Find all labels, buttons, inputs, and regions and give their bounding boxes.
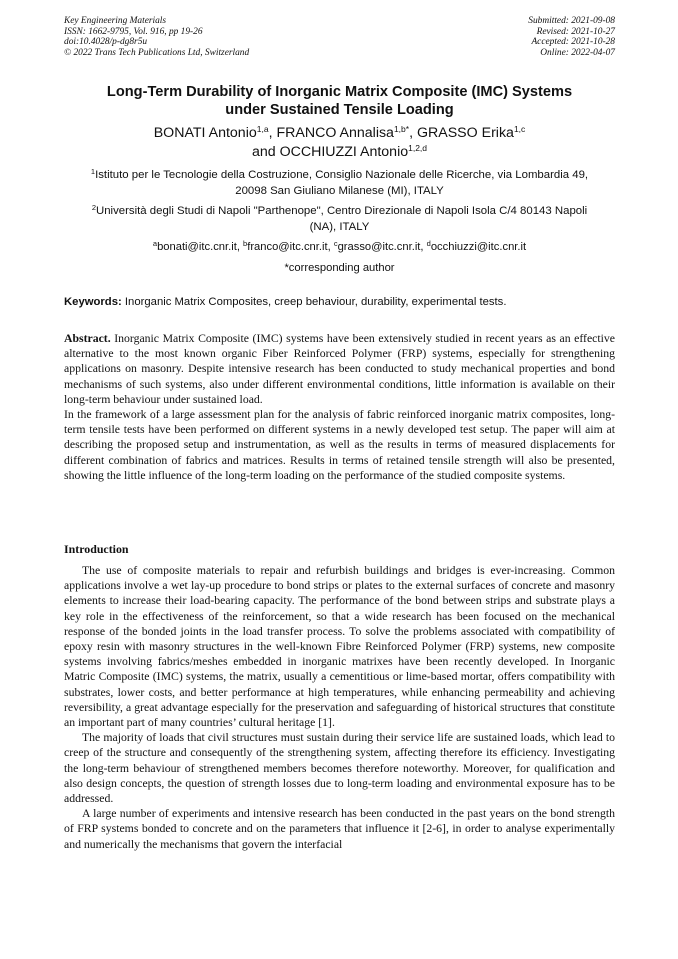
affiliation-text: Università degli Studi di Napoli "Parthenope", Centro Direzionale di Napoli Isola C/4 80143 Napoli <box>95 205 588 217</box>
email-link[interactable]: grasso@itc.cnr.it <box>337 241 421 253</box>
affiliation-2 <box>64 204 615 235</box>
affiliation-2-line-1 <box>64 204 615 220</box>
date-revised: Revised: 2021-10-27 <box>536 26 615 37</box>
date-accepted: Accepted: 2021-10-28 <box>531 37 615 48</box>
affiliation-1 <box>64 168 615 199</box>
intro-paragraph-2: The majority of loads that civil structures must sustain during their service life are sustained loads, which lead to creep of the structure and consequently of the strengthening system, affecting therefore its efficiency. Investigating the long-term behaviour of strengthened members becomes therefore noteworthy. Moreover, for qualification and also design concepts, the question of strength losses due to long-term loading and environmental exposure has to be addressed. <box>64 731 615 806</box>
journal-info <box>64 16 249 58</box>
author-affil-mark: 1,a <box>256 124 269 134</box>
journal-doi: doi:10.4028/p-dg8r5u <box>64 37 148 48</box>
journal-name: Key Engineering Materials <box>64 16 167 26</box>
authors-line-2 <box>64 143 615 162</box>
corresponding-author-note: *corresponding author <box>284 262 395 274</box>
email-link[interactable]: franco@itc.cnr.it <box>247 241 328 253</box>
affiliation-number: 1 <box>90 167 96 176</box>
email-mark: a <box>152 239 158 248</box>
affiliation-2-line-2: (NA), ITALY <box>309 220 370 233</box>
affiliation-text: Istituto per le Tecnologie della Costruzione, Consiglio Nazionale delle Ricerche, via Lombardia 49, <box>95 169 589 181</box>
author-list <box>64 124 615 161</box>
title-line-2: under Sustained Tensile Loading <box>225 102 454 118</box>
author-affil-mark: 1,b* <box>393 124 410 134</box>
author-name: OCCHIUZZI Antonio <box>279 143 409 160</box>
abstract-paragraph-1 <box>64 331 615 407</box>
title-line-1: Long-Term Durability of Inorganic Matrix Composite (IMC) Systems <box>106 84 573 100</box>
author-name: FRANCO Annalisa <box>276 125 394 141</box>
author-affil-mark: 1,2,d <box>408 142 428 153</box>
keywords-label: Keywords: <box>64 296 122 308</box>
keywords <box>64 295 615 310</box>
authors-and: and <box>251 143 276 160</box>
paper-title <box>64 83 615 119</box>
journal-issn: ISSN: 1662-9795, Vol. 916, pp 19-26 <box>64 26 203 37</box>
author-name: GRASSO Erika <box>416 125 514 141</box>
abstract-paragraph-2: In the framework of a large assessment plan for the analysis of fabric reinforced inorganic matrix composites, long-term tensile tests have been performed on different systems in a newly developed test setup. The paper will aim at describing the proposed setup and instrumentation, as well as the results in terms of measured displacements for different combination of fabrics and matrices. Results in terms of retained tensile strength will also be presented, showing the little influence of the long-term loading on the performance of the studied composite systems. <box>64 408 615 482</box>
journal-copyright: © 2022 Trans Tech Publications Ltd, Switzerland <box>64 47 250 58</box>
keywords-text: Inorganic Matrix Composites, creep behaviour, durability, experimental tests. <box>124 296 507 308</box>
publication-dates <box>528 16 615 58</box>
author-name: BONATI Antonio <box>153 125 257 141</box>
authors-line-1: BONATI Antonio$^{1,a}$, FRANCO Annalisa$^{1,b*}$, GRASSO Erika$^{1,c}$ <box>153 124 526 141</box>
abstract-text-1: Inorganic Matrix Composite (IMC) systems have been extensively studied in recent years as an effective alternative to the most known organic Fiber Reinforced Polymer (FRP) systems, especially for strengthening applications on masonry. Despite intensive research has been conducted to study mechanical properties and bond mechanisms of such systems, also under different environmental conditions, little information is available on their long-term behaviour under sustained load. <box>64 332 615 406</box>
email-mark: d <box>426 239 431 248</box>
date-online: Online: 2022-04-07 <box>540 47 615 58</box>
section-heading-introduction: Introduction <box>64 542 129 556</box>
intro-paragraph-1: The use of composite materials to repair and refurbish buildings and bridges is ever-increasing. Common applications involve a wet lay-up procedure to bond strips or plates to the external surfaces of concrete and masonry elements to increase their load-bearing capacity. The performance of the bond between strips and substrate plays a key role in the effectiveness of the reinforcement, so that a wide research has been focused on the mechanical response of the bonded joints in the load transfer process. To solve the problems associated with compatibility of epoxy resin with masonry structures in the well-known Fibre Reinforced Polymer (FRP) systems, new composite systems involving fabrics/meshes embedded in inorganic matrixes have been recently developed. In Inorganic Matric Composite (IMC) systems, the matrix, usually a cementitious or lime-based mortar, offers compatibility with substrates, lower costs, and better performance at high temperatures, while enhancing permeability and achieving reversibility, a great advantage especially for the preservation and safeguarding of historical structures that constitute an important part of many countries’ cultural heritage [1]. <box>64 564 615 730</box>
email-link[interactable]: occhiuzzi@itc.cnr.it <box>430 241 527 253</box>
author-affil-mark: 1,c <box>513 124 526 134</box>
affiliation-1-line-1 <box>64 168 615 184</box>
abstract <box>64 331 615 483</box>
email-mark: c <box>333 239 338 248</box>
abstract-label: Abstract. <box>64 332 111 345</box>
affiliation-1-line-2: 20098 San Giuliano Milanese (MI), ITALY <box>235 184 444 197</box>
affiliation-number: 2 <box>91 203 96 212</box>
email-list: $^a$bonati@itc.cnr.it, $^b$franco@itc.cnr.it, $^c$grasso@itc.cnr.it, $^d$occhiuzzi@itc.cnr.it <box>152 239 527 253</box>
email-mark: b <box>243 239 248 248</box>
intro-paragraph-3: A large number of experiments and intensive research has been conducted in the past years on the bond strength of FRP systems bonded to concrete and on the parameters that influence it [2-6], in order to analyse experimentally and numerically the mechanisms that govern the interfacial <box>64 807 615 851</box>
date-submitted: Submitted: 2021-09-08 <box>528 16 615 26</box>
introduction-body <box>64 563 615 852</box>
email-link[interactable]: bonati@itc.cnr.it <box>157 241 237 253</box>
